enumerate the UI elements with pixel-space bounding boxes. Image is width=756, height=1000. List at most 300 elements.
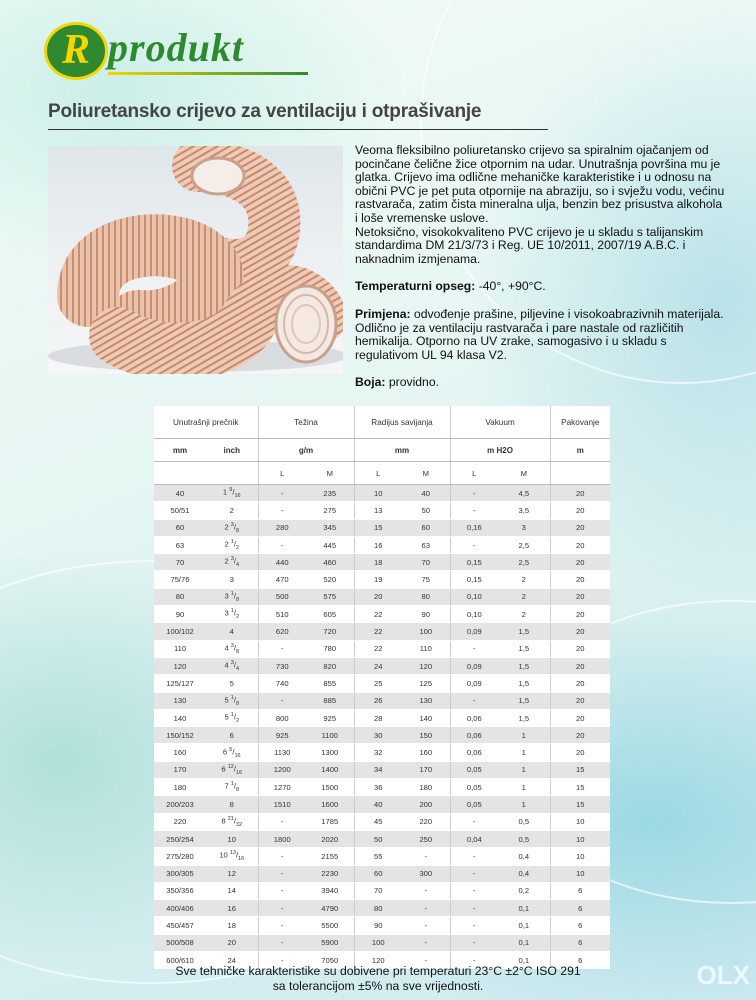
cell-inch <box>206 882 258 899</box>
cell-inch <box>206 502 258 519</box>
inch-fraction-denominator: 8 <box>235 648 240 655</box>
cell-weight-M: 2155 <box>306 848 354 865</box>
cell-weight-M: 275 <box>306 502 354 519</box>
cell-vacuum-L: - <box>450 536 498 553</box>
cell-vacuum-M: 0,1 <box>498 934 550 951</box>
table-row <box>154 709 610 726</box>
subheader-L: L <box>354 462 402 485</box>
inch-whole: 8 <box>229 799 234 809</box>
cell-vacuum-L: 0,15 <box>450 554 498 571</box>
cell-weight-M: 855 <box>306 675 354 692</box>
cell-mm: 400/406 <box>154 900 206 917</box>
cell-vacuum-L: 0,06 <box>450 709 498 726</box>
footer-line-1: Sve tehničke karakteristike su dobivene pri temperaturi 23°C ±2°C ISO 291 <box>175 964 581 978</box>
cell-vacuum-M: 1 <box>498 779 550 796</box>
product-description <box>355 144 725 390</box>
cell-packaging: 15 <box>550 796 610 813</box>
table-row <box>154 865 610 882</box>
cell-packaging: 20 <box>550 640 610 657</box>
cell-mm: 110 <box>154 640 206 657</box>
cell-vacuum-L: 0,09 <box>450 675 498 692</box>
table-row <box>154 588 610 605</box>
footer-line-2: sa tolerancijom ±5% na sve vrijednosti. <box>272 979 484 993</box>
cell-radius-L: 45 <box>354 813 402 830</box>
cell-radius-M: 125 <box>402 675 450 692</box>
cell-radius-L: 50 <box>354 830 402 847</box>
cell-vacuum-M: 4,5 <box>498 485 550 502</box>
cell-vacuum-L: - <box>450 952 498 969</box>
cell-packaging: 20 <box>550 588 610 605</box>
cell-radius-L: 25 <box>354 675 402 692</box>
cell-radius-L: 40 <box>354 796 402 813</box>
table-row <box>154 606 610 623</box>
application-value: odvođenje prašine, piljevine i visokoabrazivnih materijala. Odlično je za ventilaciju rastvarača i pare nastale od različitih hemikalija. Otporno na UV zrake, samogasivo i u skladu s regulativom UL 94 klasa V2. <box>355 306 724 362</box>
cell-packaging: 10 <box>550 848 610 865</box>
inch-fraction-denominator: 16 <box>235 769 243 776</box>
cell-weight-L: 440 <box>258 554 306 571</box>
cell-weight-M: 1100 <box>306 727 354 744</box>
cell-vacuum-L: 0,06 <box>450 744 498 761</box>
page-title: Poliuretansko crijevo za ventilaciju i otprašivanje <box>48 101 482 122</box>
watermark: OLX <box>696 960 750 990</box>
cell-vacuum-M: 1 <box>498 727 550 744</box>
description-intro: Veoma fleksibilno poliuretansko crijevo sa spiralnim ojačanjem od pocinčane čelične žice otpornim na udar. Unutrašnja površina mu je glatka. Crijevo ima odlične mehaničke karakteristike i u odnosu na obični PVC je pet puta otpornije na abraziju, so i svježu vodu, većinu rastvarača, zatim čista mineralna ulja, benzin bez prisustva alkohola i loše vremenske uslove. <box>355 143 725 225</box>
cell-packaging: 6 <box>550 917 610 934</box>
cell-vacuum-L: 0,10 <box>450 606 498 623</box>
cell-vacuum-M: 2,5 <box>498 536 550 553</box>
cell-radius-L: 28 <box>354 709 402 726</box>
title-divider <box>48 129 548 130</box>
cell-radius-L: 70 <box>354 882 402 899</box>
cell-vacuum-M: 0,5 <box>498 830 550 847</box>
cell-inch <box>206 796 258 813</box>
cell-packaging: 6 <box>550 900 610 917</box>
cell-inch: 2 $^3/_8$ <box>206 519 258 536</box>
cell-weight-L: 470 <box>258 571 306 588</box>
cell-inch <box>206 623 258 640</box>
inch-whole: 2 <box>224 556 229 566</box>
table-row <box>154 623 610 640</box>
cell-weight-L: - <box>258 900 306 917</box>
cell-vacuum-M: 1,5 <box>498 657 550 674</box>
logo-emblem <box>44 22 108 80</box>
cell-radius-M: - <box>402 900 450 917</box>
header-bend-radius: Radijus savijanja <box>354 406 450 439</box>
cell-vacuum-M: 2 <box>498 571 550 588</box>
cell-weight-L: 620 <box>258 623 306 640</box>
cell-vacuum-L: 0,09 <box>450 657 498 674</box>
cell-vacuum-M: 0,4 <box>498 865 550 882</box>
inch-whole: 16 <box>227 903 236 913</box>
cell-radius-M: 160 <box>402 744 450 761</box>
cell-weight-L: - <box>258 865 306 882</box>
cell-radius-M: 120 <box>402 657 450 674</box>
cell-inch: 8 $^{21}/_{32}$ <box>206 813 258 830</box>
cell-mm: 50/51 <box>154 502 206 519</box>
subheader-M: M <box>498 462 550 485</box>
cell-weight-M: 925 <box>306 709 354 726</box>
cell-vacuum-L: - <box>450 692 498 709</box>
cell-vacuum-L: 0,16 <box>450 519 498 536</box>
cell-radius-M: 200 <box>402 796 450 813</box>
inch-whole: 4 <box>224 660 229 670</box>
subheader-L: L <box>450 462 498 485</box>
cell-weight-L: - <box>258 485 306 502</box>
brand-logo <box>44 18 284 78</box>
header-vacuum: Vakuum <box>450 406 550 439</box>
inch-fraction-numerator: 3 <box>230 521 234 528</box>
inch-fraction-numerator: 3 <box>230 660 234 667</box>
cell-weight-L: 280 <box>258 519 306 536</box>
cell-vacuum-M: 1,5 <box>498 692 550 709</box>
inch-fraction-numerator: 1 <box>230 781 234 788</box>
inch-fraction-numerator: 9 <box>229 487 233 494</box>
subheader-L: L <box>258 462 306 485</box>
cell-packaging: 20 <box>550 536 610 553</box>
cell-inch <box>206 917 258 934</box>
cell-weight-L: - <box>258 502 306 519</box>
cell-packaging: 20 <box>550 485 610 502</box>
cell-inch: 6 $^{12}/_{16}$ <box>206 761 258 778</box>
inch-whole: 4 <box>224 643 229 653</box>
cell-radius-L: 13 <box>354 502 402 519</box>
subheader-M: M <box>402 462 450 485</box>
cell-mm: 180 <box>154 779 206 796</box>
table-row <box>154 519 610 536</box>
cell-mm: 75/76 <box>154 571 206 588</box>
inch-fraction-numerator: 5 <box>229 746 233 753</box>
table-row <box>154 554 610 571</box>
subheader-M: M <box>306 462 354 485</box>
cell-mm: 350/356 <box>154 882 206 899</box>
cell-mm: 70 <box>154 554 206 571</box>
cell-vacuum-M: 0,1 <box>498 900 550 917</box>
cell-vacuum-M: 0,5 <box>498 813 550 830</box>
cell-vacuum-M: 2 <box>498 606 550 623</box>
cell-weight-L: - <box>258 536 306 553</box>
cell-mm: 250/254 <box>154 830 206 847</box>
cell-vacuum-L: 0,05 <box>450 761 498 778</box>
cell-radius-L: 30 <box>354 727 402 744</box>
cell-packaging: 6 <box>550 882 610 899</box>
table-row <box>154 761 610 778</box>
cell-packaging: 20 <box>550 554 610 571</box>
cell-weight-L: - <box>258 917 306 934</box>
cell-vacuum-L: 0,10 <box>450 588 498 605</box>
cell-weight-M: 4790 <box>306 900 354 917</box>
inch-whole: 2 <box>224 539 229 549</box>
cell-weight-M: 780 <box>306 640 354 657</box>
inch-whole: 18 <box>227 921 236 931</box>
cell-radius-M: 170 <box>402 761 450 778</box>
cell-weight-L: - <box>258 813 306 830</box>
inch-whole: 12 <box>227 869 236 879</box>
cell-vacuum-L: 0,05 <box>450 796 498 813</box>
table-row <box>154 571 610 588</box>
cell-mm: 170 <box>154 761 206 778</box>
inch-whole: 2 <box>229 505 234 515</box>
header-packaging: Pakovanje <box>550 406 610 439</box>
cell-vacuum-L: 0,06 <box>450 727 498 744</box>
inch-whole: 5 <box>229 678 234 688</box>
table-row <box>154 917 610 934</box>
cell-vacuum-M: 1 <box>498 761 550 778</box>
color-value: providno. <box>385 375 439 390</box>
cell-radius-M: 60 <box>402 519 450 536</box>
cell-vacuum-L: 0,09 <box>450 623 498 640</box>
cell-vacuum-M: 1,5 <box>498 675 550 692</box>
logo-underline <box>108 72 308 75</box>
cell-radius-M: 130 <box>402 692 450 709</box>
table-row <box>154 692 610 709</box>
cell-radius-M: 140 <box>402 709 450 726</box>
inch-fraction-numerator: 1 <box>230 694 234 701</box>
cell-radius-M: 90 <box>402 606 450 623</box>
cell-inch <box>206 900 258 917</box>
inch-fraction-numerator: 3 <box>230 642 234 649</box>
cell-mm: 500/508 <box>154 934 206 951</box>
description-standards: Netoksično, visokokvaliteno PVC crijevo je u skladu s talijanskim standardima DM 21/3/73 i Reg. UE 10/2011, 2007/19 A.B.C. i naknadnim izmjenama. <box>355 224 704 266</box>
unit-mm: mm <box>154 439 206 462</box>
inch-fraction-denominator: 16 <box>234 752 241 759</box>
inch-whole: 10 <box>219 850 228 860</box>
cell-vacuum-M: 1,5 <box>498 709 550 726</box>
cell-weight-M: 1400 <box>306 761 354 778</box>
cell-radius-M: 180 <box>402 779 450 796</box>
cell-weight-L: 1130 <box>258 744 306 761</box>
cell-radius-L: 10 <box>354 485 402 502</box>
cell-mm: 600/610 <box>154 952 206 969</box>
cell-inch <box>206 830 258 847</box>
table-row <box>154 657 610 674</box>
cell-weight-L: 800 <box>258 709 306 726</box>
cell-radius-M: - <box>402 934 450 951</box>
inch-fraction-denominator: 2 <box>235 614 240 621</box>
inch-whole: 7 <box>224 781 229 791</box>
cell-mm: 275/280 <box>154 848 206 865</box>
inch-whole: 6 <box>221 764 226 774</box>
cell-weight-M: 2230 <box>306 865 354 882</box>
table-row <box>154 675 610 692</box>
cell-inch: 2 $^1/_2$ <box>206 536 258 553</box>
inch-fraction-numerator: 1 <box>230 608 234 615</box>
table-row <box>154 882 610 899</box>
cell-packaging: 15 <box>550 779 610 796</box>
cell-packaging: 10 <box>550 830 610 847</box>
cell-mm: 125/127 <box>154 675 206 692</box>
inch-whole: 5 <box>224 695 229 705</box>
inch-whole: 4 <box>229 627 234 637</box>
inch-fraction-denominator: 32 <box>235 821 243 828</box>
application-label: Primjena: <box>355 306 411 321</box>
cell-vacuum-M: 0,4 <box>498 848 550 865</box>
header-inner-diameter: Unutrašnji prečnik <box>154 406 258 439</box>
application <box>355 308 725 362</box>
cell-inch: 4 $^3/_4$ <box>206 657 258 674</box>
cell-mm: 120 <box>154 657 206 674</box>
temperature-label: Temperaturni opseg: <box>355 279 476 294</box>
cell-mm: 130 <box>154 692 206 709</box>
cell-weight-L: 1270 <box>258 779 306 796</box>
cell-radius-M: - <box>402 882 450 899</box>
table-row <box>154 848 610 865</box>
cell-weight-M: 520 <box>306 571 354 588</box>
cell-mm: 220 <box>154 813 206 830</box>
inch-fraction-denominator: 4 <box>235 666 240 673</box>
cell-radius-M: 300 <box>402 865 450 882</box>
cell-radius-L: 18 <box>354 554 402 571</box>
table-row <box>154 485 610 502</box>
cell-weight-L: 925 <box>258 727 306 744</box>
inch-fraction-numerator: 12 <box>227 763 234 770</box>
cell-weight-M: 345 <box>306 519 354 536</box>
inch-whole: 2 <box>224 522 229 532</box>
cell-vacuum-L: 0,15 <box>450 571 498 588</box>
cell-inch: 7 $^1/_8$ <box>206 779 258 796</box>
cell-radius-M: 40 <box>402 485 450 502</box>
cell-mm: 63 <box>154 536 206 553</box>
cell-vacuum-M: 3 <box>498 519 550 536</box>
cell-vacuum-M: 3,5 <box>498 502 550 519</box>
table-row <box>154 640 610 657</box>
cell-inch: 10 $^{13}/_{16}$ <box>206 848 258 865</box>
cell-inch <box>206 571 258 588</box>
logo-wordmark: produkt <box>108 25 244 70</box>
inch-fraction-denominator: 16 <box>238 856 245 863</box>
header-weight: Težina <box>258 406 354 439</box>
inch-fraction-denominator: 4 <box>235 562 240 569</box>
specification-table <box>154 406 610 965</box>
cell-radius-L: 15 <box>354 519 402 536</box>
cell-inch <box>206 727 258 744</box>
cell-inch: 2 $^3/_4$ <box>206 554 258 571</box>
cell-weight-L: - <box>258 640 306 657</box>
unit-radius: mm <box>354 439 450 462</box>
cell-weight-M: 5500 <box>306 917 354 934</box>
cell-radius-M: 63 <box>402 536 450 553</box>
cell-radius-M: 50 <box>402 502 450 519</box>
cell-radius-L: 60 <box>354 865 402 882</box>
table-row <box>154 934 610 951</box>
cell-packaging: 6 <box>550 952 610 969</box>
table-row <box>154 536 610 553</box>
cell-weight-L: 730 <box>258 657 306 674</box>
inch-fraction-numerator: 13 <box>229 850 236 857</box>
cell-weight-L: 1510 <box>258 796 306 813</box>
cell-radius-M: 70 <box>402 554 450 571</box>
footer-note <box>0 964 756 994</box>
cell-weight-M: 445 <box>306 536 354 553</box>
inch-fraction-numerator: 1 <box>230 539 234 546</box>
inch-whole: 3 <box>224 608 229 618</box>
inch-fraction-numerator: 1 <box>230 711 234 718</box>
cell-inch: 5 $^1/_2$ <box>206 709 258 726</box>
cell-mm: 90 <box>154 606 206 623</box>
cell-vacuum-M: 1 <box>498 744 550 761</box>
inch-fraction-denominator: 2 <box>235 718 240 725</box>
cell-radius-L: 32 <box>354 744 402 761</box>
cell-weight-M: 605 <box>306 606 354 623</box>
cell-vacuum-L: - <box>450 848 498 865</box>
unit-inch: inch <box>206 439 258 462</box>
table-row <box>154 502 610 519</box>
cell-mm: 450/457 <box>154 917 206 934</box>
cell-radius-L: 24 <box>354 657 402 674</box>
cell-radius-L: 120 <box>354 952 402 969</box>
table-row <box>154 727 610 744</box>
inch-whole: 20 <box>227 938 236 948</box>
cell-mm: 150/152 <box>154 727 206 744</box>
cell-packaging: 15 <box>550 761 610 778</box>
cell-vacuum-M: 0,1 <box>498 952 550 969</box>
cell-radius-L: 55 <box>354 848 402 865</box>
inch-whole: 14 <box>227 886 236 896</box>
table-row <box>154 830 610 847</box>
cell-weight-L: 740 <box>258 675 306 692</box>
cell-mm: 300/305 <box>154 865 206 882</box>
cell-vacuum-L: - <box>450 917 498 934</box>
cell-packaging: 20 <box>550 675 610 692</box>
inch-fraction-denominator: 16 <box>234 493 241 500</box>
cell-weight-M: 235 <box>306 485 354 502</box>
inch-fraction-denominator: 8 <box>235 700 240 707</box>
cell-weight-M: 1500 <box>306 779 354 796</box>
cell-packaging: 20 <box>550 727 610 744</box>
cell-packaging: 10 <box>550 813 610 830</box>
cell-radius-M: 100 <box>402 623 450 640</box>
cell-vacuum-L: - <box>450 813 498 830</box>
cell-weight-M: 885 <box>306 692 354 709</box>
cell-weight-L: 1800 <box>258 830 306 847</box>
cell-inch: 1 $^9/_{16}$ <box>206 485 258 502</box>
cell-vacuum-L: 0,04 <box>450 830 498 847</box>
cell-packaging: 20 <box>550 519 610 536</box>
inch-fraction-numerator: 21 <box>227 815 234 822</box>
cell-radius-L: 20 <box>354 588 402 605</box>
inch-whole: 1 <box>222 487 228 497</box>
cell-weight-L: - <box>258 934 306 951</box>
cell-radius-M: 110 <box>402 640 450 657</box>
cell-packaging: 20 <box>550 606 610 623</box>
cell-packaging: 20 <box>550 571 610 588</box>
table-row <box>154 779 610 796</box>
cell-radius-M: 220 <box>402 813 450 830</box>
inch-whole: 6 <box>229 730 234 740</box>
temperature-value: -40°, +90°C. <box>475 279 546 294</box>
cell-packaging: 6 <box>550 934 610 951</box>
cell-weight-M: 820 <box>306 657 354 674</box>
cell-radius-M: 150 <box>402 727 450 744</box>
cell-weight-L: 1200 <box>258 761 306 778</box>
cell-radius-L: 26 <box>354 692 402 709</box>
cell-packaging: 20 <box>550 709 610 726</box>
cell-vacuum-M: 2,5 <box>498 554 550 571</box>
cell-radius-L: 34 <box>354 761 402 778</box>
cell-mm: 140 <box>154 709 206 726</box>
cell-inch: 5 $^1/_8$ <box>206 692 258 709</box>
cell-inch: 4 $^3/_8$ <box>206 640 258 657</box>
cell-vacuum-M: 1,5 <box>498 640 550 657</box>
cell-weight-M: 1300 <box>306 744 354 761</box>
cell-inch: 3 $^1/_8$ <box>206 588 258 605</box>
cell-vacuum-M: 1 <box>498 796 550 813</box>
cell-weight-L: - <box>258 882 306 899</box>
inch-fraction-numerator: 3 <box>230 556 234 563</box>
cell-weight-L: 510 <box>258 606 306 623</box>
cell-mm: 200/203 <box>154 796 206 813</box>
cell-vacuum-M: 0,1 <box>498 917 550 934</box>
cell-weight-M: 460 <box>306 554 354 571</box>
